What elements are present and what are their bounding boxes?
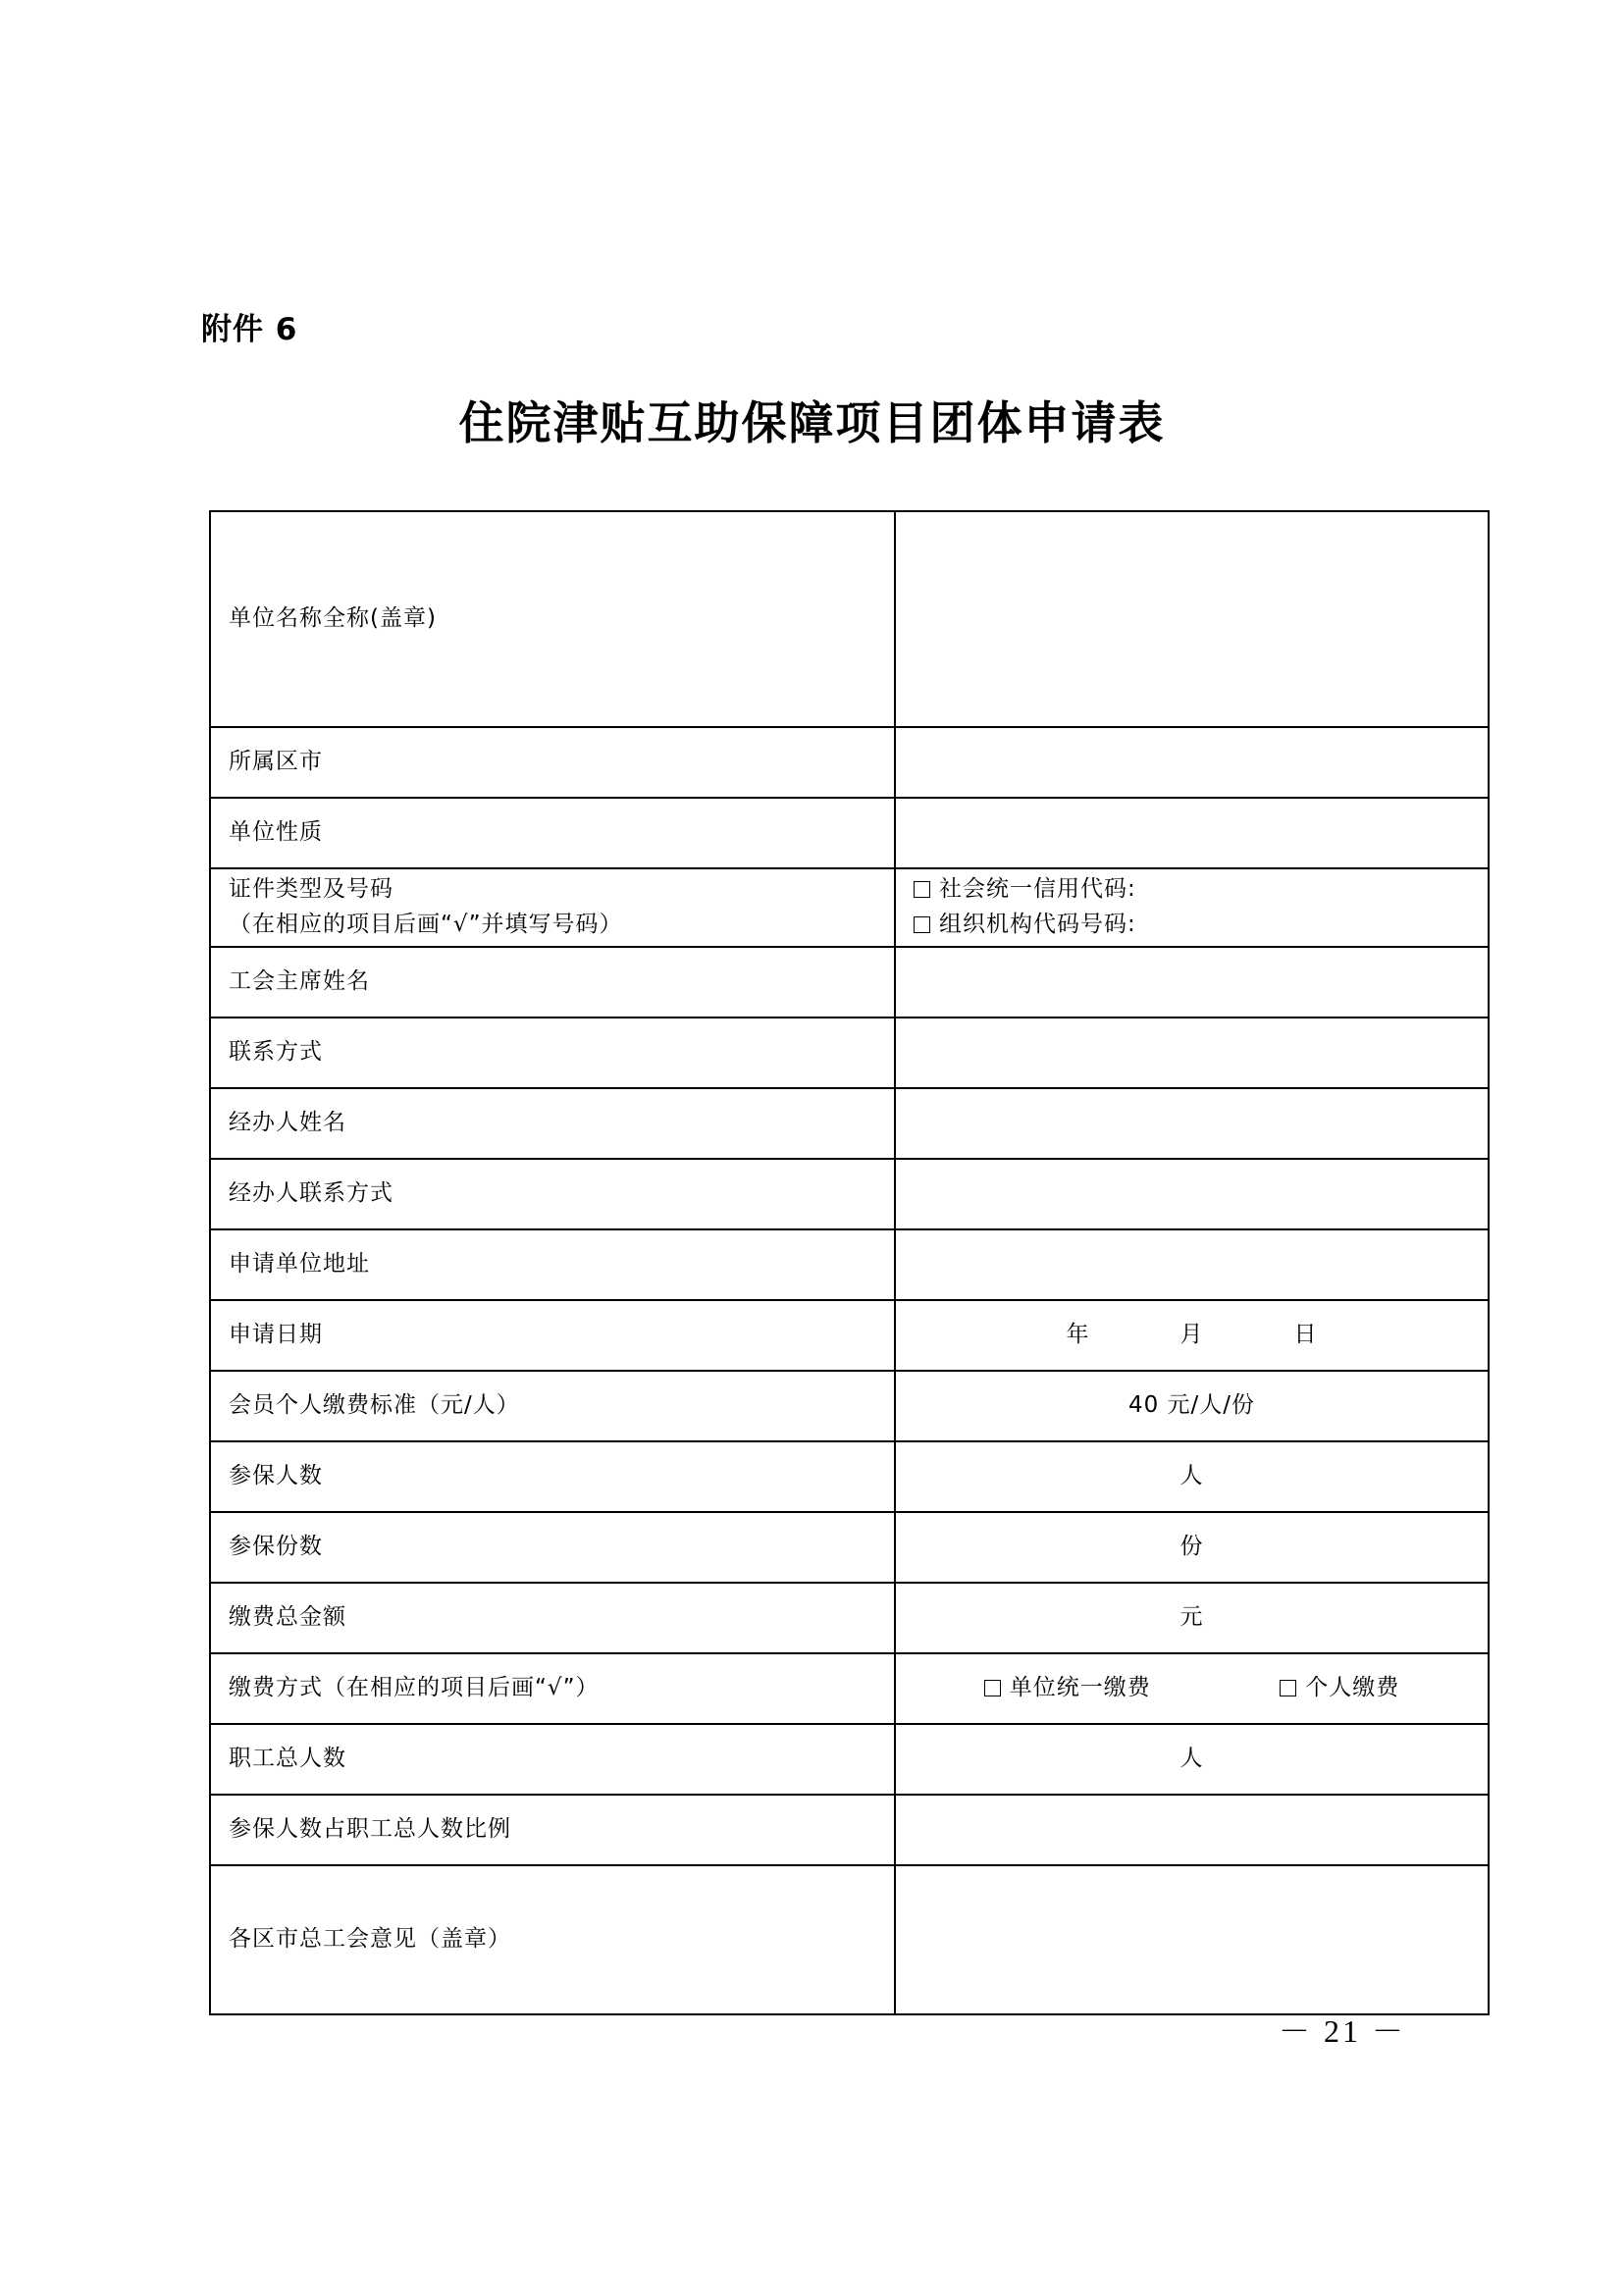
table-row <box>210 511 1489 727</box>
cert-option-social-code[interactable] <box>914 872 1470 908</box>
row-label-insured-count: 参保人数 <box>210 1441 895 1512</box>
row-value-district[interactable] <box>895 727 1489 798</box>
attachment-label: 附件 6 <box>201 312 298 347</box>
table-row <box>210 1018 1489 1088</box>
cert-option-social-code-label: 社会统一信用代码: <box>939 876 1136 903</box>
table-row <box>210 1795 1489 1865</box>
row-label-handler-name: 经办人姓名 <box>210 1088 895 1159</box>
cert-type-line1: 证件类型及号码 <box>229 876 393 903</box>
row-label-apply-date: 申请日期 <box>210 1300 895 1371</box>
row-value-unit-address[interactable] <box>895 1229 1489 1300</box>
row-label-chairman-name: 工会主席姓名 <box>210 947 895 1018</box>
row-value-contact[interactable] <box>895 1018 1489 1088</box>
row-label-contact: 联系方式 <box>210 1018 895 1088</box>
row-label-unit-name: 单位名称全称(盖章) <box>210 511 895 727</box>
table-row <box>210 947 1489 1018</box>
table-row <box>210 1300 1489 1371</box>
table-row <box>210 1583 1489 1653</box>
date-month-label: 月 <box>1179 1322 1204 1348</box>
table-row <box>210 1865 1489 2014</box>
table-row <box>210 1088 1489 1159</box>
row-value-handler-contact[interactable] <box>895 1159 1489 1229</box>
row-value-union-opinion[interactable] <box>895 1865 1489 2014</box>
row-value-unit-nature[interactable] <box>895 798 1489 868</box>
row-value-insured-ratio[interactable] <box>895 1795 1489 1865</box>
table-row <box>210 1371 1489 1441</box>
table-row <box>210 1441 1489 1512</box>
row-value-fee-standard: 40 元/人/份 <box>895 1371 1489 1441</box>
row-value-insured-shares[interactable]: 份 <box>895 1512 1489 1583</box>
row-label-fee-standard: 会员个人缴费标准（元/人） <box>210 1371 895 1441</box>
row-value-staff-total[interactable]: 人 <box>895 1724 1489 1795</box>
table-row <box>210 1724 1489 1795</box>
row-value-total-amount[interactable]: 元 <box>895 1583 1489 1653</box>
date-day-label: 日 <box>1293 1322 1318 1348</box>
row-label-union-opinion: 各区市总工会意见（盖章） <box>210 1865 895 2014</box>
row-value-chairman-name[interactable] <box>895 947 1489 1018</box>
row-value-handler-name[interactable] <box>895 1088 1489 1159</box>
row-label-insured-shares: 参保份数 <box>210 1512 895 1583</box>
row-label-district: 所属区市 <box>210 727 895 798</box>
page-number: － 21 － <box>1278 2013 1406 2049</box>
payment-option-individual[interactable] <box>1280 1671 1399 1706</box>
row-value-unit-name[interactable] <box>895 511 1489 727</box>
cert-option-org-code[interactable] <box>914 908 1470 943</box>
table-row <box>210 1653 1489 1724</box>
table-row <box>210 1512 1489 1583</box>
table-row <box>210 727 1489 798</box>
table-row <box>210 798 1489 868</box>
cert-option-org-code-label: 组织机构代码号码: <box>939 912 1136 937</box>
row-value-payment-method <box>895 1653 1489 1724</box>
page-title: 住院津贴互助保障项目团体申请表 <box>458 396 1166 449</box>
row-label-unit-address: 申请单位地址 <box>210 1229 895 1300</box>
row-value-insured-count[interactable]: 人 <box>895 1441 1489 1512</box>
row-label-staff-total: 职工总人数 <box>210 1724 895 1795</box>
row-label-handler-contact: 经办人联系方式 <box>210 1159 895 1229</box>
checkbox-icon[interactable] <box>984 1680 1001 1696</box>
cert-type-line2: （在相应的项目后画“√”并填写号码） <box>229 912 623 937</box>
payment-option-unit-label: 单位统一缴费 <box>1009 1675 1151 1701</box>
table-row <box>210 1229 1489 1300</box>
application-form-table <box>209 510 1490 2015</box>
row-value-cert-type <box>895 868 1489 947</box>
table-row <box>210 868 1489 947</box>
checkbox-icon[interactable] <box>914 916 930 933</box>
payment-option-unit[interactable] <box>984 1671 1151 1706</box>
table-row <box>210 1159 1489 1229</box>
row-label-total-amount: 缴费总金额 <box>210 1583 895 1653</box>
row-label-payment-method: 缴费方式（在相应的项目后画“√”） <box>210 1653 895 1724</box>
date-year-label: 年 <box>1066 1322 1090 1348</box>
row-label-insured-ratio: 参保人数占职工总人数比例 <box>210 1795 895 1865</box>
row-label-cert-type <box>210 868 895 947</box>
row-label-unit-nature: 单位性质 <box>210 798 895 868</box>
checkbox-icon[interactable] <box>1280 1680 1296 1696</box>
row-value-apply-date[interactable] <box>895 1300 1489 1371</box>
payment-option-individual-label: 个人缴费 <box>1305 1675 1400 1701</box>
checkbox-icon[interactable] <box>914 881 930 898</box>
